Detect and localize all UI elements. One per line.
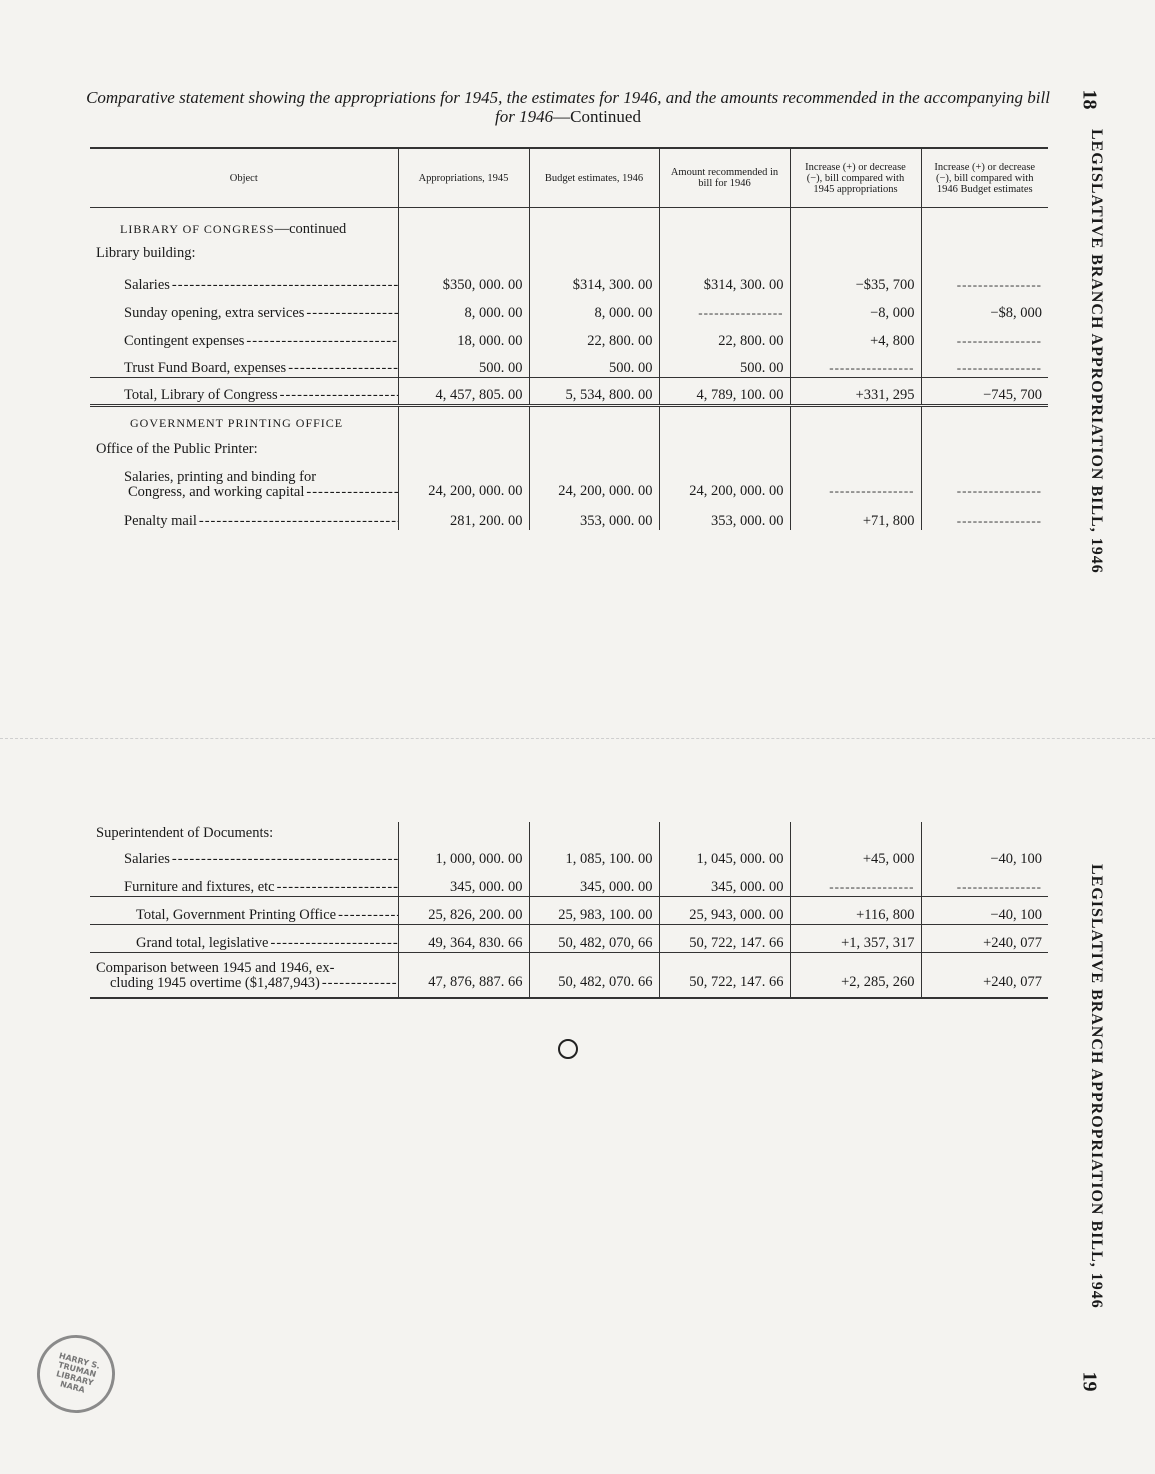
subheading-row: [90, 822, 1048, 842]
table-row: Contingent expenses ----- 18, 000. 00 22, 800. 00 22, 800. 00 +4, 800 ----------------: [90, 322, 1048, 350]
grand-total-row: Grand total, legislative ----- 49, 364, 830. 66 50, 482, 070, 66 50, 722, 147. 66 +1, 357, 317 +240, 077: [90, 924, 1048, 952]
title-text: Comparative statement showing the appropriations for 1945, the estimates for 1946, and the amounts recommended in the accompanying bill for 1946: [86, 88, 1050, 126]
page-number-top: 18: [1078, 89, 1101, 110]
table-row: Trust Fund Board, expenses ----- 500. 00 500. 00 500. 00 ---------------- ----------------: [90, 350, 1048, 378]
section-heading-row: [90, 406, 1048, 432]
table-row: Salaries ----- $350, 000. 00 $314, 300. 00 $314, 300. 00 −$35, 700 ----------------: [90, 262, 1048, 294]
section-heading: LIBRARY OF CONGRESS—continued: [120, 220, 347, 237]
comparison-row: Comparison between 1945 and 1946, ex- cluding 1945 overtime ($1,487,943) ----- 47, 876, 887. 66 50, 482, 070. 66 50, 722, 147. 66 +2, 285, 260 +240, 077: [90, 952, 1048, 998]
subheading: Library building:: [96, 244, 196, 261]
subheading-superintendent: Superintendent of Documents:: [96, 825, 274, 841]
col-header-appropriations-1945: Appropriations, 1945: [398, 148, 529, 208]
library-stamp: HARRY S. TRUMAN LIBRARY NARA: [28, 1326, 124, 1422]
table-row: Penalty mail ----- 281, 200. 00 353, 000. 00 353, 000. 00 +71, 800 ----------------: [90, 500, 1048, 530]
table-row: Furniture and fixtures, etc ----- 345, 000. 00 345, 000. 00 345, 000. 00 ---------------- ----------------: [90, 868, 1048, 896]
table-row: Salaries, printing and binding for Congress, and working capital ----- 24, 200, 000. 00 24, 200, 000. 00 24, 200, 000. 00 ---------------- ----------------: [90, 458, 1048, 500]
col-header-vs-budget: Increase (+) or decrease (−), bill compared with 1946 Budget estimates: [921, 148, 1048, 208]
total-row: Total, Library of Congress ----- 4, 457, 805. 00 5, 534, 800. 00 4, 789, 100. 00 +331, 295 −745, 700: [90, 378, 1048, 406]
page-title: [84, 88, 1052, 126]
page-number-bottom: 19: [1078, 1371, 1101, 1392]
section-heading-gpo: GOVERNMENT PRINTING OFFICE: [130, 415, 344, 430]
total-row: Total, Government Printing Office ----- 25, 826, 200. 00 25, 983, 100. 00 25, 943, 000. 00 +116, 800 −40, 100: [90, 896, 1048, 924]
punch-hole-circle: [558, 1039, 578, 1059]
title-suffix: —Continued: [553, 107, 641, 126]
col-header-recommended-1946: Amount recommended in bill for 1946: [659, 148, 790, 208]
subheading-row: [90, 432, 1048, 458]
subheading-row: [90, 238, 1048, 262]
page-fold-line: [0, 738, 1155, 739]
appropriations-table-top: [90, 147, 1048, 530]
section-heading-row: [90, 208, 1048, 238]
col-header-vs-1945: Increase (+) or decrease (−), bill compared with 1945 appropriations: [790, 148, 921, 208]
appropriations-table-bottom: [90, 822, 1048, 999]
col-header-budget-1946: Budget estimates, 1946: [529, 148, 659, 208]
col-header-object: Object: [90, 148, 398, 208]
running-head-bottom: LEGISLATIVE BRANCH APPROPRIATION BILL, 1946: [1088, 864, 1105, 1309]
table-row: Sunday opening, extra services ----- 8, 000. 00 8, 000. 00 ---------------- −8, 000 −$8, 000: [90, 294, 1048, 322]
table-header: [90, 148, 1048, 208]
subheading-public-printer: Office of the Public Printer:: [96, 440, 258, 457]
table-row: Salaries ----- 1, 000, 000. 00 1, 085, 100. 00 1, 045, 000. 00 +45, 000 −40, 100: [90, 842, 1048, 868]
running-head-top: LEGISLATIVE BRANCH APPROPRIATION BILL, 1946: [1088, 129, 1105, 574]
